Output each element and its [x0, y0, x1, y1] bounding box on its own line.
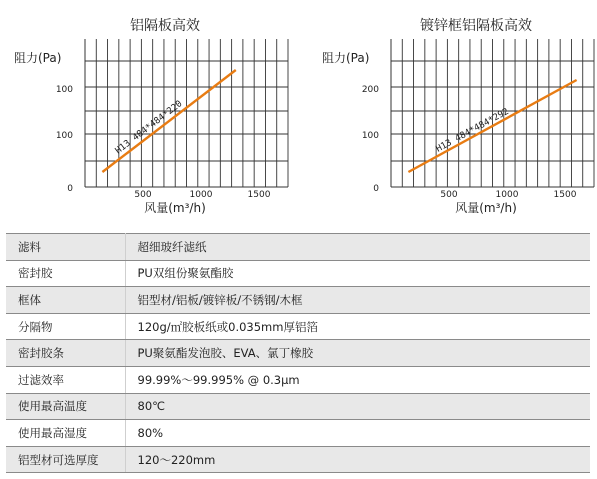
spec-value: PU聚氨酯发泡胶、EVA、氯丁橡胶	[125, 340, 590, 367]
spec-label: 框体	[6, 287, 125, 314]
table-row	[6, 260, 590, 287]
chart-1-title: 铝隔板高效	[130, 18, 200, 34]
table-row	[6, 234, 590, 261]
table-row	[6, 313, 590, 340]
x-tick-label: 500	[134, 190, 152, 200]
chart-1-xlabel: 风量(m³/h)	[144, 201, 206, 215]
spec-value: 120～220mm	[125, 446, 590, 473]
chart-1-series	[102, 70, 235, 172]
x-tick-label: 1000	[189, 190, 213, 200]
spec-label: 滤料	[6, 234, 125, 261]
series-label: H13 484*484*292	[434, 106, 511, 155]
y-tick-label: 0	[373, 184, 379, 194]
table-row	[6, 393, 590, 420]
x-tick-label: 1000	[495, 190, 519, 200]
table-row	[6, 420, 590, 447]
chart-2-y-ticks	[362, 85, 379, 194]
y-tick-label: 200	[361, 85, 379, 95]
table-row	[6, 340, 590, 367]
chart-1-ylabel: 阻力(Pa)	[14, 51, 62, 65]
spec-table	[6, 233, 590, 473]
chart-2-title: 镀锌框铝隔板高效	[420, 18, 532, 34]
spec-value: 超细玻纤滤纸	[125, 234, 590, 261]
x-tick-label: 500	[440, 190, 458, 200]
table-row	[6, 446, 590, 473]
y-tick-label: 0	[67, 184, 73, 194]
chart-1-grid	[85, 39, 288, 187]
chart-2-x-ticks	[440, 190, 576, 200]
series-line	[102, 70, 235, 172]
chart-2	[322, 17, 594, 215]
table-row	[6, 287, 590, 314]
spec-value: 80%	[125, 420, 590, 447]
spec-value: 99.99%～99.995% @ 0.3μm	[125, 366, 590, 393]
spec-label: 密封胶	[6, 260, 125, 287]
chart-1	[14, 17, 288, 215]
spec-value: 铝型材/铝板/镀锌板/不锈钢/木框	[125, 287, 590, 314]
chart-2-xlabel: 风量(m³/h)	[455, 201, 517, 215]
y-tick-label: 100	[361, 131, 379, 141]
x-tick-label: 1500	[247, 190, 271, 200]
charts-area	[0, 0, 597, 233]
y-tick-label: 100	[55, 85, 73, 95]
chart-1-x-ticks	[134, 190, 270, 200]
chart-1-y-ticks	[56, 85, 73, 194]
spec-label: 密封胶条	[6, 340, 125, 367]
spec-label: 分隔物	[6, 313, 125, 340]
spec-label: 过滤效率	[6, 366, 125, 393]
table-row	[6, 366, 590, 393]
x-tick-label: 1500	[553, 190, 577, 200]
series-label: H13 484*484*220	[113, 99, 185, 157]
spec-value: 120g/㎡胶板纸或0.035mm厚铝箔	[125, 313, 590, 340]
spec-value: 80℃	[125, 393, 590, 420]
spec-label: 使用最高湿度	[6, 420, 125, 447]
spec-label: 铝型材可选厚度	[6, 446, 125, 473]
chart-2-ylabel: 阻力(Pa)	[322, 51, 370, 65]
spec-value: PU双组份聚氨酯胶	[125, 260, 590, 287]
spec-label: 使用最高温度	[6, 393, 125, 420]
y-tick-label: 100	[55, 131, 73, 141]
